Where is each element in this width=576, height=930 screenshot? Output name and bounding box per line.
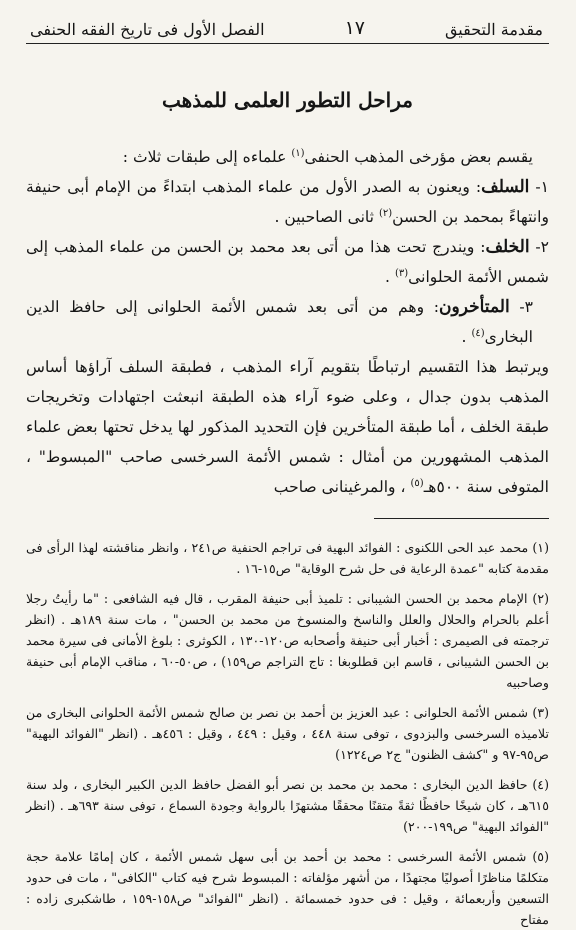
footnote-ref-3[interactable]: (٣) [394,267,409,279]
body-text [26,142,549,502]
p3-keyword: الخلف [485,237,530,257]
footnote-number: (٣) [532,705,549,720]
footnote-3 [26,702,549,765]
p3-text: : ويندرج تحت هذا من أتى بعد محمد بن الحسن من علماء المذهب إلى شمس الأئمة الحلوانى [26,238,549,286]
paragraph-mutaakhkhirun [26,292,549,352]
footnote-ref-1[interactable]: (١) [291,147,305,159]
p2-keyword: السلف [481,177,530,197]
paragraph-khalaf [26,232,549,292]
section-title: مراحل التطور العلمى للمذهب [162,88,413,112]
p3-number: ٢- [529,238,549,256]
header-left-title: الفصل الأول فى تاريخ الفقه الحنفى [30,20,265,39]
p2-number: ١- [529,178,549,196]
footnote-text: الإمام محمد بن الحسن الشيبانى : تلميذ أبى حنيفة المقرب ، قال فيه الشافعى : "ما رأيتُ رجلا أعلم بالحرام والحلال والعلل والناسخ والمنسوخ من محمد بن الحسن" ، مات سنة ١٨٩هـ . (انظر ترجمته فى الصيمرى : أخبار أبى حنيفة وأصحابه ص١٢٠-١٣٠ ، الكوثرى : بلوغ الأمانى فى سيرة محمد بن الحسن الشيبانى ، قاسم ابن قطلوبغا : تاج التراجم ص١٥٩) ، ص٥٠-٦٠ ، مناقب الإمام أبى حنيفة وصاحبيه [26,591,549,690]
paragraph-evaluation [26,352,549,502]
footnote-ref-2[interactable]: (٢) [378,207,393,219]
header-right-title: مقدمة التحقيق [444,20,543,39]
p1-text-after: علماءه إلى طبقات ثلاث : [122,148,292,166]
footnote-number: (١) [532,540,549,555]
footnote-1 [26,537,549,579]
paragraph-salaf [26,172,549,232]
running-header [26,0,549,44]
footnote-separator [374,518,549,519]
page-number: ١٧ [344,17,365,39]
footnote-ref-5[interactable]: (٥) [410,477,424,489]
p2-text-after: ثانى الصاحبين . [274,208,379,226]
p4-text: : وهم من أتى بعد شمس الأئمة الحلوانى إلى حافظ الدين البخارى [26,298,533,346]
footnotes [26,537,549,930]
footnote-5 [26,846,549,930]
footnote-text: محمد عبد الحى اللكنوى : الفوائد البهية فى تراجم الحنفية ص٢٤١ ، وانظر مناقشته لهذا الرأى فى مقدمة كتابه "عمدة الرعاية فى حل شرح الوقاية" ص١٥-١٦ . [26,540,549,576]
p4-text-after: . [461,328,472,346]
footnote-text: شمس الأئمة السرخسى : محمد بن أحمد بن أبى سهل شمس الأئمة ، كان إمامًا علامة حجة متكلمًا مناظرًا أصوليًا مجتهدًا ، من أشهر مؤلفاته : المبسوط شرح فيه كتاب "الكافى" ، مات فى حدود التسعين وأربعمائة ، وقيل : فى حدود خمسمائة . (انظر "الفوائد" ص١٥٨-١٥٩ ، طاشكبرى زاده : مفتاح [26,849,549,927]
footnote-2 [26,588,549,693]
p3-text-after: . [385,268,395,286]
p4-number: ٣- [509,298,533,316]
footnote-number: (٢) [532,591,549,606]
footnote-text: شمس الأئمة الحلوانى : عبد العزيز بن أحمد بن نصر بن صالح شمس الأئمة الحلوانى البخارى من تلاميذه السرخسى والبزدوى ، توفى سنة ٤٤٨ ، وقيل : ٤٤٩ ، وقيل : ٤٥٦هـ . (انظر "الفوائد البهية" ص٩٥-٩٧ و "كشف الظنون" ج٢ ص١٢٢٤) [26,705,550,762]
footnote-text: حافظ الدين البخارى : محمد بن محمد بن نصر أبو الفضل حافظ الدين الكبير البخارى ، ولد سنة ٦١٥هـ ، كان شيخًا حافظًا ثقةً متقنًا محققًا مشتهرًا بالرواية وجودة السماع ، توفى سنة ٦٩٣هـ . (انظر "الفوائد البهية" ص١٩٩-٢٠٠) [26,777,549,834]
p4-keyword: المتأخرون [439,297,510,317]
footnote-ref-4[interactable]: (٤) [471,327,485,339]
footnote-number: (٤) [532,777,549,792]
p5-text-after: ، والمرغينانى صاحب [273,478,411,496]
p2-text: : ويعنون به الصدر الأول من علماء المذهب ابتداءً من الإمام أبى حنيفة وانتهاءً بمحمد بن الحسن [26,178,549,226]
p1-text: يقسم بعض مؤرخى المذهب الحنفى [304,148,533,166]
footnote-number: (٥) [532,849,549,864]
footnote-4 [26,774,549,837]
paragraph-intro [26,142,549,172]
p5-text: ويرتبط هذا التقسيم ارتباطًا بتقويم آراء المذهب ، فطبقة السلف آراؤها أساس المذهب بدون جدال ، وعلى ضوء آراء هذه الطبقة انبعثت اجتهادات وتخريجات طبقة الخلف ، أما طبقة المتأخرين فإن التحديد المذكور لها يدخل تحتها بعض علماء المذهب المشهورين من أمثال : شمس الأئمة السرخسى صاحب "المبسوط" ، المتوفى سنة ٥٠٠هـ [26,358,549,496]
